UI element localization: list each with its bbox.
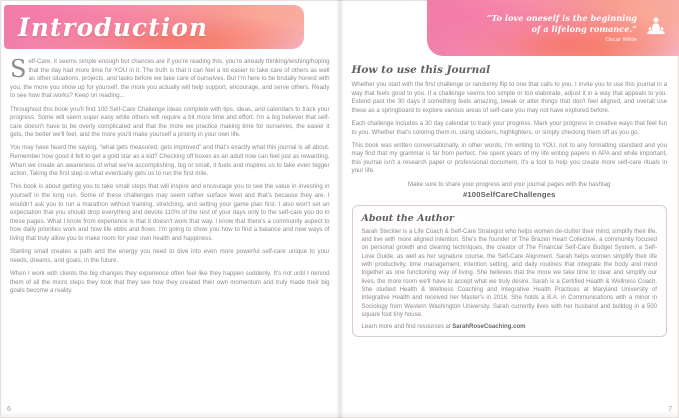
title-banner [4, 5, 304, 49]
meditation-icon [643, 15, 669, 41]
paragraph: This book is about getting you to take small steps that will inspire and encourage you to see the value in investing in yourself in the long run. Some of these challenges may seem rather surface level and that's because they are. I wouldn't ask you to run a marathon without training, stretching, and setting your game plan first. I also won't set an expectation that you should drop everything and devote 110% of the rest of your days only to the self-care you do in these pages. What I know from experience is that it doesn't work that way. I know that there's a community aspect to how daily priorities work and how life ebbs and flows. I'm going to show you how to find a balance and new ways of living that truly allow you to make room for your own health and happiness. [10, 183, 330, 243]
paragraph-intro [10, 55, 330, 101]
hashtag: #100SelfCareChallenges [462, 189, 556, 199]
about-title: About the Author [361, 212, 455, 224]
quote-text: “To love oneself is the beginning of a lifelong romance.” [486, 13, 637, 34]
about-the-author-box [352, 205, 668, 338]
share-line: Make sure to share your progress and your journal pages with the hashtag [408, 180, 611, 188]
about-footer-text: Learn more and find resources at [361, 324, 453, 331]
quote-attribution: Oscar Wilde [605, 36, 637, 43]
drop-cap: S [10, 55, 27, 83]
page-number-left: 6 [7, 406, 11, 413]
about-footer [362, 324, 658, 330]
section-title: How to use this Journal [351, 64, 491, 76]
author-website: SarahRoseCoaching.com [452, 324, 526, 331]
paragraph: Whether you start with the first challenge or randomly flip to one that calls to you, I invite you to use this journal in a way that feels good to you. If a challenge seems too simple or too elaborate, adjust it in a way that appeals to you. Extend past the 30 days if something feels amazing, tweak or alter things that don't feel aligned, and overall use these as a springboard to explore various areas of self-care you may not have explored before. [351, 81, 667, 114]
right-body-column [352, 64, 668, 404]
about-body: Sarah Steckler is a Life Coach & Self-Care Strategist who helps women de-clutter their mind, simplify their life, and live with more aligned intention. She's the founder of The Brazen Heart Collective, a community focused on personal growth and clearing techniques, the creator of The Financial Self-Care Budget System, a Self-Love Guide, as well as her signature course, the Self-Care Alignment. Sarah helps women simplify their life with productivity, time management, intention setting, and daily routines that integrate the body and mind together as one functioning way of living. She believes that the more we take time to clear and simplify our lives, the more room we'll have to accept what we truly desire. Sarah is a Certified Health & Wellness Coach. She studied Health & Wellness Coaching and Integrative Health Practices at Maryland University of Integrative Health and received her Master's in 2016. She holds a B.A. in Communications with a minor in Sociology from Western Washington University. Sarah currently lives with her husband and bulldog in a 500 square foot tiny house. [361, 228, 657, 319]
paragraph: Each challenge includes a 30 day calendar to track your progress. Mark your progress in creative ways that feel fun to you. Whether that's coloring them in, using stickers, highlighters, or simply checking them off as you go. [351, 119, 667, 136]
paragraph-intro-text: elf-Care, it seems simple enough but chances are if you're reading this, you're already thinking/wishing/hoping that the day had more time for YOU in it. The truth is that it can feel a lot easier to take care of others as well as other situations, projects, and tasks before we take care of ourselves. But I'm here to be brutally honest with you, the more you show up for yourself, the more you actually will help support, encourage, and serve others. Ready to see how that works? Keep on reading... [10, 58, 330, 100]
left-body-column [10, 55, 330, 402]
paragraph: Throughout this book you'll find 100 Self-Care Challenge ideas complete with tips, ideas, and calendars to track your progress. Some will seem super easy while others will require a bit more time and effort. I'm a big believer that self-care doesn't have to be overly complicated and that the more we practice making time for ourselves, the easier it gets, the better we'll feel, and the more you'll make yourself a priority in your own life. [10, 105, 330, 139]
paragraph: You may have heard the saying, “what gets measured, gets improved” and that's exactly what this journal is all about. Remember how good it felt to get a gold star as a kid? Checking off boxes as an adult now can feel just as rewarding. When we create an awareness of what we're accomplishing, big or small, it fuels and inspires us to take even bigger action. Taking the first step is what eventually gets us to run the first mile. [10, 144, 330, 178]
page-number-right: 7 [668, 406, 672, 413]
paragraph: When I work with clients the big changes they experience often feel like they happen suddenly. It's not until I remind them of all the micro steps they took that they see how they created their own momentum and truly made their big goals become a reality. [10, 269, 330, 295]
right-page [340, 0, 679, 418]
quote-banner [427, 0, 679, 56]
page-title: Introduction [18, 12, 209, 42]
quote-block [477, 13, 637, 43]
paragraph: This book was written conversationally, in other words, I'm writing to YOU, not to any formatting standard and you may find that my grammar is far from perfect. I've spent years of my life writing papers in APA and while important, this journal isn't a research paper or professional document, it's a tool to help you create more self-care rituals in your life. [351, 141, 667, 175]
share-block [352, 181, 668, 199]
paragraph: Starting small creates a path and the energy you need to dive into even more powerful self-care unique to your needs, dreams, and goals, in the future. [10, 248, 330, 264]
